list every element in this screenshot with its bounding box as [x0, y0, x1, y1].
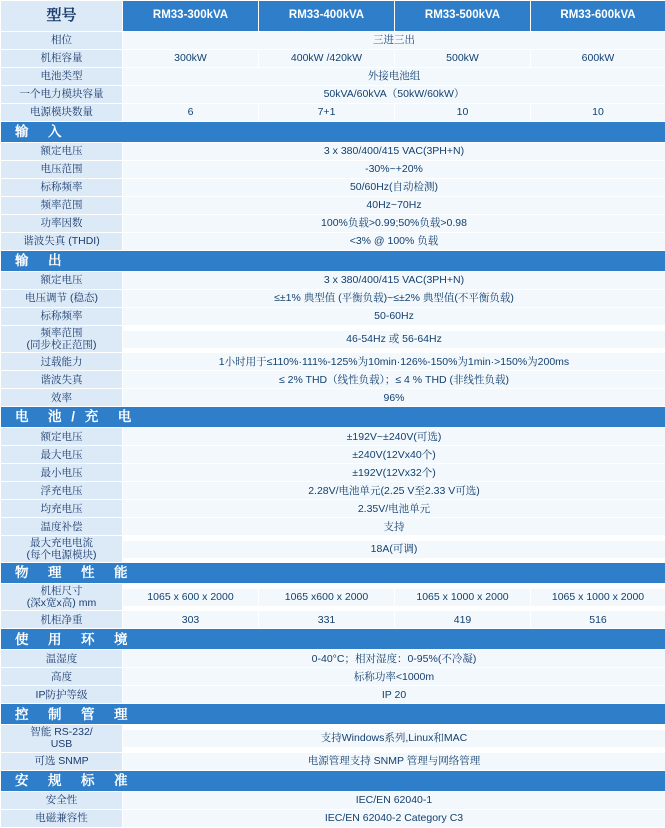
row-label: [1, 482, 122, 499]
row-label: [1, 371, 122, 388]
row-value-4: 516: [531, 611, 665, 628]
row-value-merged: 18A(可调): [123, 541, 665, 558]
table-row: [1, 326, 665, 353]
table-row: [1, 32, 665, 50]
row-label-line1: 频率范围: [41, 327, 83, 339]
row-value-merged: ≤ 2% THD（线性负载）；≤ 4 % THD (非线性负载): [123, 371, 665, 388]
row-label-line1: 温湿度: [46, 653, 78, 665]
table-header-row: [1, 1, 665, 32]
table-row: [1, 86, 665, 104]
table-row: [1, 371, 665, 389]
row-label-line1: IP防护等级: [36, 689, 88, 701]
row-label-line1: 最大电压: [41, 449, 83, 461]
row-value-merged: ≤±1% 典型值 (平衡负载)~≤±2% 典型值(不平衡负载): [123, 290, 665, 307]
table-row: [1, 584, 665, 611]
row-label: [1, 179, 122, 196]
header-label-model: 型号: [1, 1, 122, 31]
row-value-1: 1065 x 600 x 2000: [123, 589, 258, 606]
table-row: [1, 272, 665, 290]
row-value-3: 1065 x 1000 x 2000: [395, 589, 530, 606]
row-label-line1: 电池类型: [41, 70, 83, 82]
table-row: [1, 611, 665, 629]
row-label: [1, 792, 122, 809]
row-label: [1, 326, 122, 352]
table-row: [1, 179, 665, 197]
row-label: [1, 428, 122, 445]
table-row: [1, 104, 665, 122]
row-label: [1, 161, 122, 178]
row-label: [1, 272, 122, 289]
row-label: [1, 686, 122, 703]
table-row: [1, 446, 665, 464]
section-band-row: [1, 770, 665, 791]
row-label: [1, 233, 122, 250]
table-row: [1, 725, 665, 752]
row-label-line1: 过载能力: [41, 356, 83, 368]
table-row: [1, 518, 665, 536]
row-label: [1, 389, 122, 406]
row-value-merged: 外接电池组: [123, 68, 665, 85]
row-value-merged: 支持Windows系列,Linux和MAC: [123, 730, 665, 747]
row-label-line1: 标称频率: [41, 181, 83, 193]
row-value-merged: 50kVA/60kVA（50kW/60kW）: [123, 86, 665, 103]
row-label: [1, 32, 122, 49]
row-value-merged: 96%: [123, 389, 665, 406]
section-band-row: [1, 251, 665, 272]
row-label-line1: 电磁兼容性: [35, 812, 88, 824]
row-label: [1, 584, 122, 610]
row-label: [1, 668, 122, 685]
row-value-merged: 40Hz~70Hz: [123, 197, 665, 214]
section-title: 物 理 性 能: [1, 563, 665, 583]
header-model-2: RM33-400kVA: [259, 1, 394, 31]
row-label: [1, 725, 122, 751]
row-label: [1, 611, 122, 628]
row-label-line1: 一个电力模块容量: [20, 88, 104, 100]
row-label-line1: 电压调节 (稳态): [25, 292, 98, 304]
row-value-4: 1065 x 1000 x 2000: [531, 589, 665, 606]
table-row: [1, 686, 665, 704]
table-row: [1, 353, 665, 371]
row-value-3: 500kW: [395, 50, 530, 67]
row-value-merged: 3 x 380/400/415 VAC(3PH+N): [123, 272, 665, 289]
row-value-2: 400kW /420kW: [259, 50, 394, 67]
row-label-line1: 额定电压: [41, 274, 83, 286]
row-value-4: 10: [531, 104, 665, 121]
table-row: [1, 308, 665, 326]
section-band-row: [1, 563, 665, 584]
row-label: [1, 753, 122, 770]
row-value-2: 331: [259, 611, 394, 628]
row-value-merged: 三进三出: [123, 32, 665, 49]
row-value-merged: 2.35V/电池单元: [123, 500, 665, 517]
row-value-merged: <3% @ 100% 负载: [123, 233, 665, 250]
row-value-merged: 标称功率<1000m: [123, 668, 665, 685]
table-row: [1, 68, 665, 86]
row-label-line1: 功率因数: [41, 217, 83, 229]
row-label-line1: 高度: [51, 671, 72, 683]
row-value-merged: ±240V(12Vx40个): [123, 446, 665, 463]
table-row: [1, 500, 665, 518]
row-label: [1, 86, 122, 103]
section-title: 安 规 标 准: [1, 771, 665, 791]
section-title: 输 入: [1, 122, 665, 142]
row-label: [1, 68, 122, 85]
row-label-line2: (每个电源模块): [27, 549, 97, 561]
row-value-3: 10: [395, 104, 530, 121]
table-row: [1, 290, 665, 308]
row-value-merged: 1小时用于≤110%·111%-125%为10min·126%-150%为1min·>150%为200ms: [123, 353, 665, 370]
row-value-merged: 46-54Hz 或 56-64Hz: [123, 331, 665, 348]
section-band-row: [1, 629, 665, 650]
row-label-line1: 机柜净重: [41, 614, 83, 626]
row-value-2: 1065 x600 x 2000: [259, 589, 394, 606]
row-value-merged: IP 20: [123, 686, 665, 703]
row-label: [1, 500, 122, 517]
row-label: [1, 810, 122, 827]
row-label: [1, 50, 122, 67]
row-label: [1, 143, 122, 160]
row-label-line2: (深x宽x高) mm: [27, 597, 96, 609]
row-label: [1, 650, 122, 667]
table-row: [1, 50, 665, 68]
row-value-merged: IEC/EN 62040-2 Category C3: [123, 810, 665, 827]
row-label: [1, 104, 122, 121]
header-model-4: RM33-600kVA: [531, 1, 665, 31]
row-label-line1: 电压范围: [41, 163, 83, 175]
table-row: [1, 668, 665, 686]
row-label-line1: 机柜尺寸: [41, 585, 83, 597]
header-model-3: RM33-500kVA: [395, 1, 530, 31]
row-label-line1: 可选 SNMP: [34, 755, 88, 767]
table-row: [1, 143, 665, 161]
row-label-line1: 温度补偿: [41, 521, 83, 533]
row-label-line1: 谐波失真 (THDI): [23, 235, 99, 247]
spec-table-body: [1, 1, 665, 828]
row-label: [1, 290, 122, 307]
table-row: [1, 215, 665, 233]
row-label: [1, 197, 122, 214]
row-label-line1: 电源模块数量: [30, 106, 93, 118]
section-title: 输 出: [1, 251, 665, 271]
table-row: [1, 233, 665, 251]
row-value-merged: 50/60Hz(自动检测): [123, 179, 665, 196]
row-label: [1, 464, 122, 481]
row-value-1: 303: [123, 611, 258, 628]
row-label-line1: 机柜容量: [41, 52, 83, 64]
table-row: [1, 428, 665, 446]
row-value-merged: ±192V(12Vx32个): [123, 464, 665, 481]
row-value-merged: 2.28V/电池单元(2.25 V至2.33 V可选): [123, 482, 665, 499]
row-value-2: 7+1: [259, 104, 394, 121]
row-label: [1, 518, 122, 535]
row-label-line1: 频率范围: [41, 199, 83, 211]
table-row: [1, 197, 665, 215]
row-label-line1: 谐波失真: [41, 374, 83, 386]
row-value-1: 300kW: [123, 50, 258, 67]
table-row: [1, 791, 665, 809]
row-label-line1: 浮充电压: [41, 485, 83, 497]
row-value-merged: ±192V~±240V(可选): [123, 428, 665, 445]
row-value-merged: 100%负载>0.99;50%负载>0.98: [123, 215, 665, 232]
table-row: [1, 650, 665, 668]
row-label-line1: 标称频率: [41, 310, 83, 322]
row-value-1: 6: [123, 104, 258, 121]
row-label: [1, 446, 122, 463]
table-row: [1, 536, 665, 563]
row-value-3: 419: [395, 611, 530, 628]
row-label: [1, 536, 122, 562]
section-title: 电 池 / 充 电: [1, 407, 665, 427]
row-label-line1: 效率: [51, 392, 72, 404]
section-title: 使 用 环 境: [1, 629, 665, 649]
row-label-line1: 最大充电电流: [30, 537, 93, 549]
row-label: [1, 215, 122, 232]
section-band-row: [1, 407, 665, 428]
section-band-row: [1, 122, 665, 143]
row-label-line1: 均充电压: [41, 503, 83, 515]
row-value-4: 600kW: [531, 50, 665, 67]
row-value-merged: -30%~+20%: [123, 161, 665, 178]
row-label-line2: USB: [51, 738, 73, 750]
row-label-line1: 安全性: [46, 794, 78, 806]
row-value-merged: 0-40°C；相对湿度：0-95%(不冷凝): [123, 650, 665, 667]
row-label-line1: 最小电压: [41, 467, 83, 479]
table-row: [1, 482, 665, 500]
table-row: [1, 752, 665, 770]
row-label-line1: 智能 RS-232/: [30, 726, 92, 738]
row-label: [1, 353, 122, 370]
row-value-merged: 电源管理支持 SNMP 管理与网络管理: [123, 753, 665, 770]
row-label-line1: 额定电压: [41, 431, 83, 443]
row-label: [1, 308, 122, 325]
row-value-merged: 支持: [123, 518, 665, 535]
header-model-1: RM33-300kVA: [123, 1, 258, 31]
table-row: [1, 389, 665, 407]
table-row: [1, 161, 665, 179]
row-label-line1: 相位: [51, 34, 72, 46]
table-row: [1, 464, 665, 482]
table-row: [1, 809, 665, 827]
section-band-row: [1, 704, 665, 725]
row-label-line2: (同步校正范围): [27, 339, 97, 351]
row-value-merged: 3 x 380/400/415 VAC(3PH+N): [123, 143, 665, 160]
section-title: 控 制 管 理: [1, 704, 665, 724]
row-label-line1: 额定电压: [41, 145, 83, 157]
row-value-merged: IEC/EN 62040-1: [123, 792, 665, 809]
row-value-merged: 50-60Hz: [123, 308, 665, 325]
